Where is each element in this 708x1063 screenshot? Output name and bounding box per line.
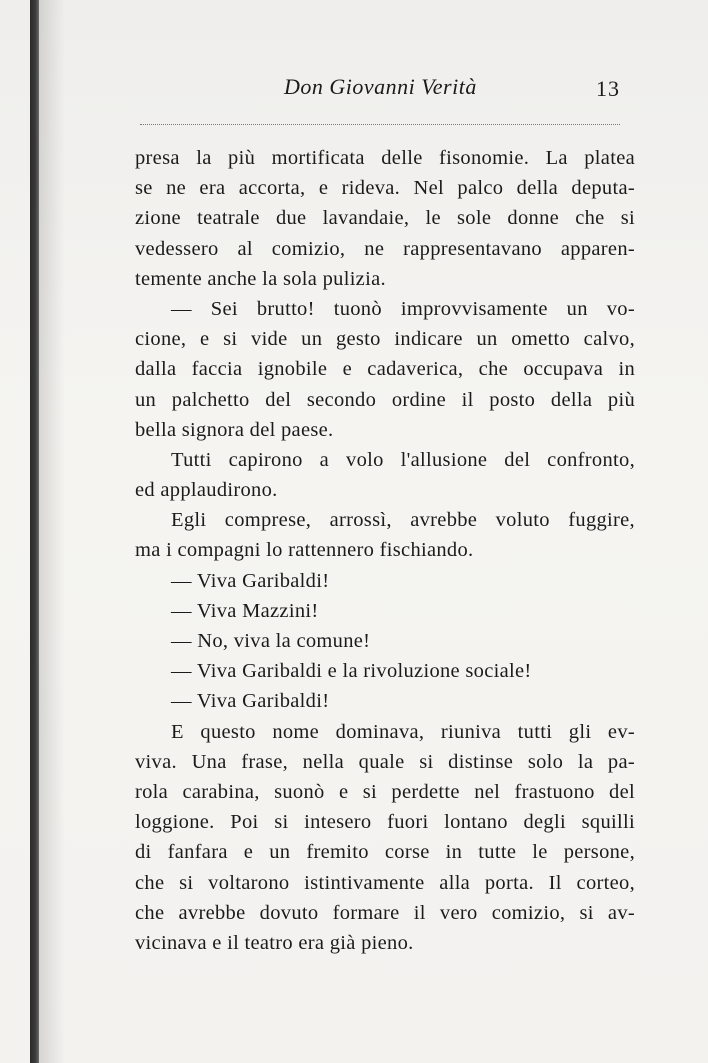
text-line: se ne era accorta, e rideva. Nel palco della deputa- bbox=[135, 177, 635, 200]
binding-shadow bbox=[39, 0, 65, 1063]
text-line: Egli comprese, arrossì, avrebbe voluto fuggire, bbox=[171, 509, 635, 532]
body-text bbox=[135, 143, 635, 958]
text-line: — No, viva la comune! bbox=[171, 630, 371, 652]
text-line: loggione. Poi si intesero fuori lontano degli squilli bbox=[135, 811, 635, 834]
text-line: viva. Una frase, nella quale si distinse solo la pa- bbox=[135, 750, 635, 773]
text-line: presa la più mortificata delle fisonomie. La platea bbox=[135, 147, 635, 169]
header-rule bbox=[140, 124, 620, 125]
text-line: — Viva Garibaldi! bbox=[171, 569, 330, 592]
running-title: Don Giovanni Verità bbox=[284, 74, 477, 99]
text-line: che si voltarono istintivamente alla porta. Il corteo, bbox=[135, 871, 635, 894]
page-number: 13 bbox=[596, 76, 620, 101]
text-line: Tutti capirono a volo l'allusione del confronto, bbox=[171, 448, 635, 471]
text-line: — Viva Mazzini! bbox=[171, 599, 319, 622]
text-line: che avrebbe dovuto formare il vero comizio, si av- bbox=[135, 901, 635, 924]
text-line: vedessero al comizio, ne rappresentavano apparen- bbox=[135, 237, 635, 260]
running-head bbox=[0, 74, 708, 108]
text-line: zione teatrale due lavandaie, le sole donne che si bbox=[135, 207, 635, 230]
text-line: — Viva Garibaldi e la rivoluzione sociale! bbox=[171, 660, 532, 683]
text-line: dalla faccia ignobile e cadaverica, che occupava in bbox=[135, 358, 635, 381]
text-line: rola carabina, suonò e si perdette nel frastuono del bbox=[135, 780, 635, 803]
text-line: un palchetto del secondo ordine il posto della più bbox=[135, 388, 635, 411]
text-line: E questo nome dominava, riuniva tutti gli ev- bbox=[171, 720, 635, 743]
book-binding-edge bbox=[30, 0, 39, 1063]
text-line: temente anche la sola pulizia. bbox=[135, 267, 386, 290]
text-line: bella signora del paese. bbox=[135, 418, 334, 441]
text-line: — Viva Garibaldi! bbox=[171, 690, 330, 713]
text-line: ed applaudirono. bbox=[135, 479, 278, 502]
text-line: ma i compagni lo rattennero fischiando. bbox=[135, 539, 474, 562]
text-line: — Sei brutto! tuonò improvvisamente un vo- bbox=[171, 297, 635, 320]
text-line: vicinava e il teatro era già pieno. bbox=[135, 931, 414, 954]
text-line: di fanfara e un fremito corse in tutte le persone, bbox=[135, 841, 635, 864]
text-line: cione, e si vide un gesto indicare un ometto calvo, bbox=[135, 328, 635, 351]
